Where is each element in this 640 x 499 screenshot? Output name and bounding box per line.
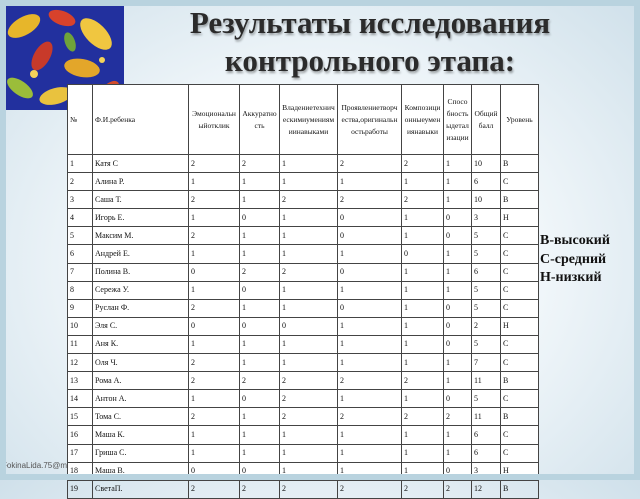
table-cell: 1: [338, 462, 402, 480]
table-cell: В: [501, 408, 539, 426]
table-cell: 0: [338, 299, 402, 317]
table-cell: 1: [338, 317, 402, 335]
table-cell: 1: [280, 245, 338, 263]
table-cell: 1: [280, 444, 338, 462]
table-cell: 1: [402, 354, 444, 372]
table-cell: 3: [472, 209, 501, 227]
table-cell: 1: [280, 354, 338, 372]
table-cell: 5: [472, 281, 501, 299]
table-row: [68, 299, 539, 317]
table-cell: 5: [472, 299, 501, 317]
table-cell: 18: [68, 462, 93, 480]
column-header: Эмоциональныйотклик: [189, 85, 240, 155]
table-cell: С: [501, 426, 539, 444]
table-cell: 2: [472, 317, 501, 335]
table-cell: 12: [68, 354, 93, 372]
table-cell: 1: [280, 227, 338, 245]
legend-medium: С-средний: [540, 251, 607, 267]
table-cell: Маша В.: [93, 462, 189, 480]
table-cell: 2: [240, 372, 280, 390]
table-cell: С: [501, 173, 539, 191]
table-cell: СветаП.: [93, 480, 189, 498]
table-cell: 2: [189, 372, 240, 390]
column-header: №: [68, 85, 93, 155]
table-cell: Оля Ч.: [93, 354, 189, 372]
table-cell: 1: [402, 227, 444, 245]
table-cell: 1: [240, 408, 280, 426]
table-cell: 1: [68, 155, 93, 173]
table-cell: 2: [402, 480, 444, 498]
table-cell: 6: [472, 263, 501, 281]
table-cell: 0: [240, 209, 280, 227]
table-cell: С: [501, 227, 539, 245]
table-cell: 2: [189, 299, 240, 317]
table-cell: 6: [472, 444, 501, 462]
table-cell: 1: [280, 209, 338, 227]
table-cell: 0: [189, 462, 240, 480]
table-cell: 1: [240, 173, 280, 191]
table-cell: 1: [189, 281, 240, 299]
table-cell: 1: [189, 209, 240, 227]
table-row: [68, 155, 539, 173]
table-cell: 2: [338, 408, 402, 426]
table-cell: 11: [472, 372, 501, 390]
table-cell: 0: [240, 281, 280, 299]
table-cell: Андрей Е.: [93, 245, 189, 263]
table-cell: 2: [189, 480, 240, 498]
table-cell: 2: [338, 155, 402, 173]
table-cell: 1: [240, 299, 280, 317]
column-header: Ф.И.ребенка: [93, 85, 189, 155]
table-cell: В: [501, 191, 539, 209]
table-cell: 1: [402, 281, 444, 299]
table-cell: С: [501, 281, 539, 299]
table-cell: 2: [338, 480, 402, 498]
table-cell: 7: [472, 354, 501, 372]
table-cell: Руслан Ф.: [93, 299, 189, 317]
column-header: Уровень: [501, 85, 539, 155]
table-cell: 12: [472, 480, 501, 498]
table-cell: 1: [189, 245, 240, 263]
table-cell: 1: [240, 335, 280, 353]
table-cell: 2: [280, 480, 338, 498]
table-cell: 5: [472, 390, 501, 408]
table-cell: С: [501, 390, 539, 408]
table-cell: 2: [338, 191, 402, 209]
table-cell: 1: [444, 155, 472, 173]
table-cell: 0: [189, 263, 240, 281]
table-cell: 2: [444, 480, 472, 498]
table-cell: 1: [444, 245, 472, 263]
table-cell: 0: [444, 317, 472, 335]
table-cell: 1: [189, 390, 240, 408]
table-cell: 0: [240, 462, 280, 480]
table-cell: 1: [240, 354, 280, 372]
table-cell: 2: [189, 155, 240, 173]
table-cell: 1: [240, 426, 280, 444]
table-row: [68, 335, 539, 353]
table-cell: 2: [444, 408, 472, 426]
table-cell: 0: [240, 390, 280, 408]
table-cell: 0: [189, 317, 240, 335]
table-cell: 2: [189, 227, 240, 245]
results-table: [67, 84, 539, 499]
table-cell: 5: [68, 227, 93, 245]
table-cell: В: [501, 372, 539, 390]
table-row: [68, 263, 539, 281]
table-cell: 1: [402, 263, 444, 281]
table-cell: Тома С.: [93, 408, 189, 426]
table-cell: 2: [338, 372, 402, 390]
table-cell: 1: [280, 155, 338, 173]
table-cell: 2: [240, 263, 280, 281]
table-row: [68, 372, 539, 390]
table-cell: 1: [338, 426, 402, 444]
table-cell: Н: [501, 317, 539, 335]
table-cell: 6: [472, 426, 501, 444]
table-cell: 1: [338, 354, 402, 372]
table-row: [68, 317, 539, 335]
table-cell: 16: [68, 426, 93, 444]
table-cell: 2: [402, 372, 444, 390]
column-header: Общийбалл: [472, 85, 501, 155]
table-cell: 1: [402, 426, 444, 444]
table-cell: 0: [338, 227, 402, 245]
table-cell: 1: [189, 426, 240, 444]
table-cell: 2: [280, 263, 338, 281]
results-table-container: [67, 84, 538, 494]
table-cell: 9: [68, 299, 93, 317]
table-cell: 6: [472, 173, 501, 191]
table-cell: 0: [444, 390, 472, 408]
table-cell: 11: [68, 335, 93, 353]
table-cell: Саша Т.: [93, 191, 189, 209]
table-cell: 1: [444, 372, 472, 390]
table-row: [68, 408, 539, 426]
table-cell: В: [501, 480, 539, 498]
table-cell: 1: [338, 335, 402, 353]
legend-high: В-высокий: [540, 233, 610, 248]
header-row: [68, 85, 539, 155]
table-cell: 0: [444, 299, 472, 317]
table-cell: 10: [472, 155, 501, 173]
table-cell: 2: [402, 408, 444, 426]
table-cell: 1: [338, 444, 402, 462]
table-cell: 5: [472, 335, 501, 353]
table-cell: С: [501, 263, 539, 281]
table-cell: Н: [501, 462, 539, 480]
table-cell: 2: [189, 191, 240, 209]
table-cell: Антон А.: [93, 390, 189, 408]
table-cell: 1: [402, 335, 444, 353]
watermark: FokinaLida.75@m: [2, 461, 68, 470]
table-cell: 1: [240, 227, 280, 245]
table-row: [68, 245, 539, 263]
table-cell: Полина В.: [93, 263, 189, 281]
table-cell: 1: [280, 281, 338, 299]
table-cell: 4: [68, 209, 93, 227]
table-cell: 1: [402, 299, 444, 317]
table-cell: 0: [240, 317, 280, 335]
table-row: [68, 191, 539, 209]
table-row: [68, 390, 539, 408]
table-cell: С: [501, 299, 539, 317]
table-cell: 1: [338, 173, 402, 191]
table-cell: 0: [444, 335, 472, 353]
table-cell: 1: [444, 354, 472, 372]
table-cell: 0: [444, 462, 472, 480]
table-cell: 19: [68, 480, 93, 498]
table-row: [68, 227, 539, 245]
table-cell: 2: [280, 390, 338, 408]
column-header: Композиционныеумениянавыки: [402, 85, 444, 155]
table-cell: 2: [280, 408, 338, 426]
table-cell: 10: [472, 191, 501, 209]
table-cell: 2: [68, 173, 93, 191]
table-cell: 0: [338, 209, 402, 227]
table-cell: 6: [68, 245, 93, 263]
table-cell: 2: [280, 372, 338, 390]
table-cell: 1: [280, 173, 338, 191]
title-line-1: Результаты исследования: [189, 5, 551, 40]
table-cell: 1: [280, 462, 338, 480]
table-cell: 2: [189, 408, 240, 426]
table-row: [68, 354, 539, 372]
table-cell: 1: [444, 173, 472, 191]
table-cell: Маша К.: [93, 426, 189, 444]
table-row: [68, 281, 539, 299]
title-line-2: контрольного этапа:: [224, 43, 516, 78]
table-cell: 1: [280, 299, 338, 317]
table-cell: 7: [68, 263, 93, 281]
table-cell: 1: [338, 390, 402, 408]
table-cell: 1: [338, 245, 402, 263]
table-cell: 1: [444, 281, 472, 299]
table-cell: 5: [472, 227, 501, 245]
table-cell: 2: [280, 191, 338, 209]
table-cell: 1: [189, 173, 240, 191]
table-cell: 0: [444, 209, 472, 227]
table-cell: Н: [501, 209, 539, 227]
column-header: Проявлениетворчества,оригинальностьработы: [338, 85, 402, 155]
table-cell: 1: [280, 426, 338, 444]
table-cell: 2: [240, 155, 280, 173]
table-cell: 1: [444, 263, 472, 281]
table-cell: 1: [444, 444, 472, 462]
table-cell: С: [501, 444, 539, 462]
table-cell: 1: [240, 444, 280, 462]
table-cell: Максим М.: [93, 227, 189, 245]
table-cell: 11: [472, 408, 501, 426]
legend-low: Н-низкий: [540, 270, 602, 285]
table-cell: 1: [402, 209, 444, 227]
table-cell: С: [501, 335, 539, 353]
table-cell: 0: [338, 263, 402, 281]
table-cell: Игорь Е.: [93, 209, 189, 227]
table-cell: 5: [472, 245, 501, 263]
table-cell: 13: [68, 372, 93, 390]
table-cell: Эля С.: [93, 317, 189, 335]
table-cell: 3: [472, 462, 501, 480]
table-row: [68, 173, 539, 191]
table-cell: Рома А.: [93, 372, 189, 390]
table-cell: 1: [189, 444, 240, 462]
table-cell: Алина Р.: [93, 173, 189, 191]
table-cell: 1: [402, 317, 444, 335]
table-cell: 1: [280, 335, 338, 353]
table-cell: 2: [402, 155, 444, 173]
column-header: Владениетехническимиумениямиинавыками: [280, 85, 338, 155]
page-title: [150, 4, 590, 80]
table-cell: 1: [444, 191, 472, 209]
table-cell: 1: [240, 191, 280, 209]
table-cell: Гриша С.: [93, 444, 189, 462]
table-row: [68, 209, 539, 227]
table-cell: 2: [402, 191, 444, 209]
table-body: [68, 155, 539, 499]
table-cell: 0: [402, 245, 444, 263]
table-cell: 2: [189, 354, 240, 372]
table-cell: Сережа У.: [93, 281, 189, 299]
table-cell: В: [501, 155, 539, 173]
table-cell: С: [501, 245, 539, 263]
table-cell: С: [501, 354, 539, 372]
table-cell: 1: [402, 462, 444, 480]
table-cell: 1: [189, 335, 240, 353]
column-header: Аккуратность: [240, 85, 280, 155]
table-cell: Катя С: [93, 155, 189, 173]
table-cell: 14: [68, 390, 93, 408]
table-row: [68, 444, 539, 462]
level-legend: [540, 232, 636, 288]
table-cell: 2: [240, 480, 280, 498]
table-cell: 3: [68, 191, 93, 209]
table-header: [68, 85, 539, 155]
table-cell: 8: [68, 281, 93, 299]
table-row: [68, 426, 539, 444]
table-cell: 0: [444, 227, 472, 245]
table-cell: 1: [240, 245, 280, 263]
table-cell: 17: [68, 444, 93, 462]
table-cell: Аня К.: [93, 335, 189, 353]
table-cell: 1: [338, 281, 402, 299]
table-cell: 1: [402, 390, 444, 408]
table-cell: 1: [402, 444, 444, 462]
table-cell: 10: [68, 317, 93, 335]
table-row: [68, 480, 539, 498]
table-cell: 1: [444, 426, 472, 444]
table-cell: 0: [280, 317, 338, 335]
table-cell: 15: [68, 408, 93, 426]
table-row: [68, 462, 539, 480]
table-cell: 1: [402, 173, 444, 191]
column-header: Способностьыдетализации: [444, 85, 472, 155]
